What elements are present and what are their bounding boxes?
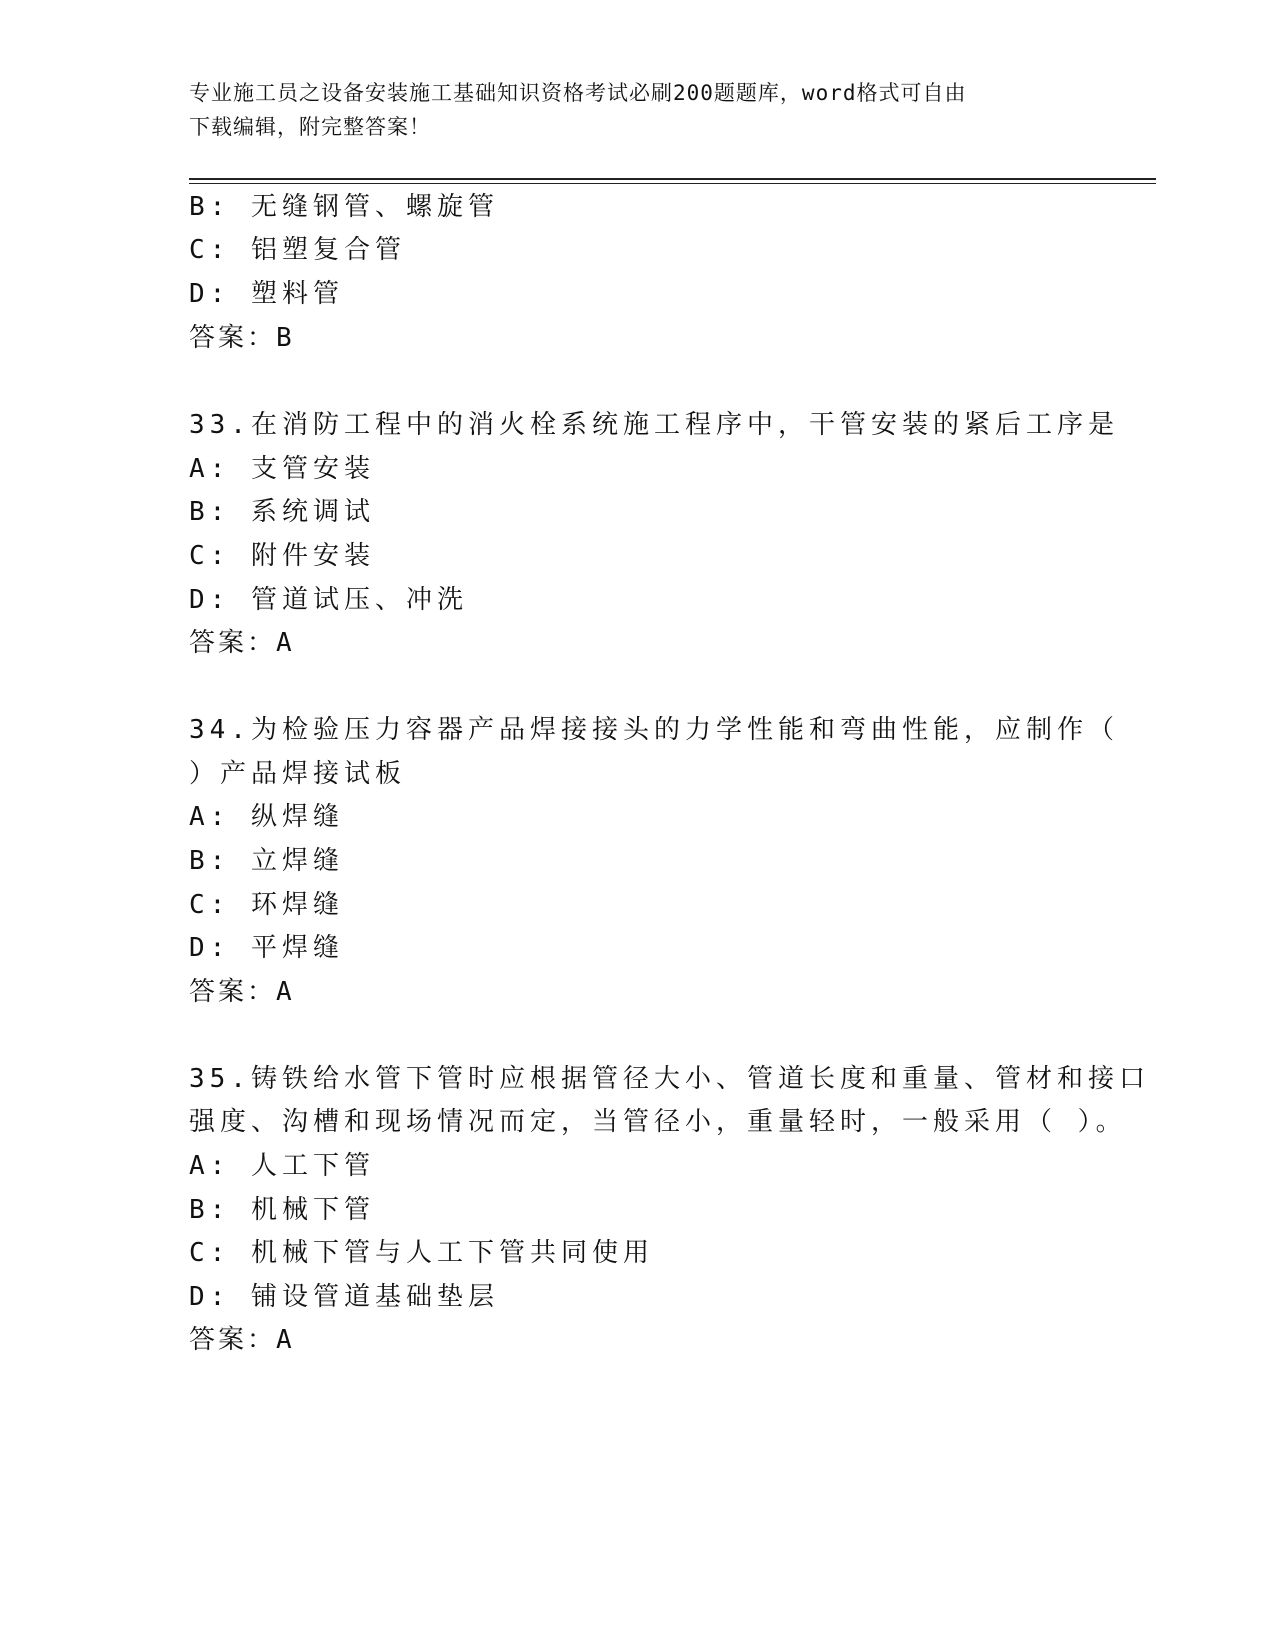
q35-option-b: B: 机械下管	[189, 1195, 375, 1225]
header-rule-thick	[189, 178, 1156, 180]
q35-answer: 答案：A	[189, 1325, 295, 1355]
q34-answer: 答案：A	[189, 977, 295, 1007]
q33-option-b: B: 系统调试	[189, 497, 375, 527]
q34-option-c: C: 环焊缝	[189, 890, 344, 920]
document-header	[189, 76, 1069, 144]
q32-option-d: D: 塑料管	[189, 279, 344, 309]
q33-stem: 33.在消防工程中的消火栓系统施工程序中，干管安装的紧后工序是	[189, 410, 1119, 440]
q34-option-d: D: 平焊缝	[189, 933, 344, 963]
q34-stem-line-1: 34.为检验压力容器产品焊接接头的力学性能和弯曲性能，应制作（	[189, 715, 1119, 745]
q35-option-d: D: 铺设管道基础垫层	[189, 1282, 499, 1312]
header-rule-thin	[189, 183, 1156, 184]
q33-option-c: C: 附件安装	[189, 541, 375, 571]
q34-option-a: A: 纵焊缝	[189, 802, 344, 832]
q35-option-c: C: 机械下管与人工下管共同使用	[189, 1238, 654, 1268]
header-line-1: 专业施工员之设备安装施工基础知识资格考试必刷200题题库，word格式可自由	[189, 81, 967, 105]
q33-answer: 答案：A	[189, 628, 295, 658]
q32-answer: 答案：B	[189, 323, 295, 353]
q35-stem-line-2: 强度、沟槽和现场情况而定，当管径小，重量轻时，一般采用（ ）。	[189, 1107, 1127, 1137]
header-line-2: 下载编辑，附完整答案！	[189, 115, 431, 139]
q33-option-d: D: 管道试压、冲洗	[189, 585, 468, 615]
q33-option-a: A: 支管安装	[189, 454, 375, 484]
q34-stem-line-2: ）产品焊接试板	[189, 759, 407, 789]
q34-option-b: B: 立焊缝	[189, 846, 344, 876]
q35-stem-line-1: 35.铸铁给水管下管时应根据管径大小、管道长度和重量、管材和接口	[189, 1064, 1150, 1094]
q32-option-b: B: 无缝钢管、螺旋管	[189, 192, 499, 222]
q32-option-c: C: 铝塑复合管	[189, 235, 406, 265]
q35-option-a: A: 人工下管	[189, 1151, 375, 1181]
